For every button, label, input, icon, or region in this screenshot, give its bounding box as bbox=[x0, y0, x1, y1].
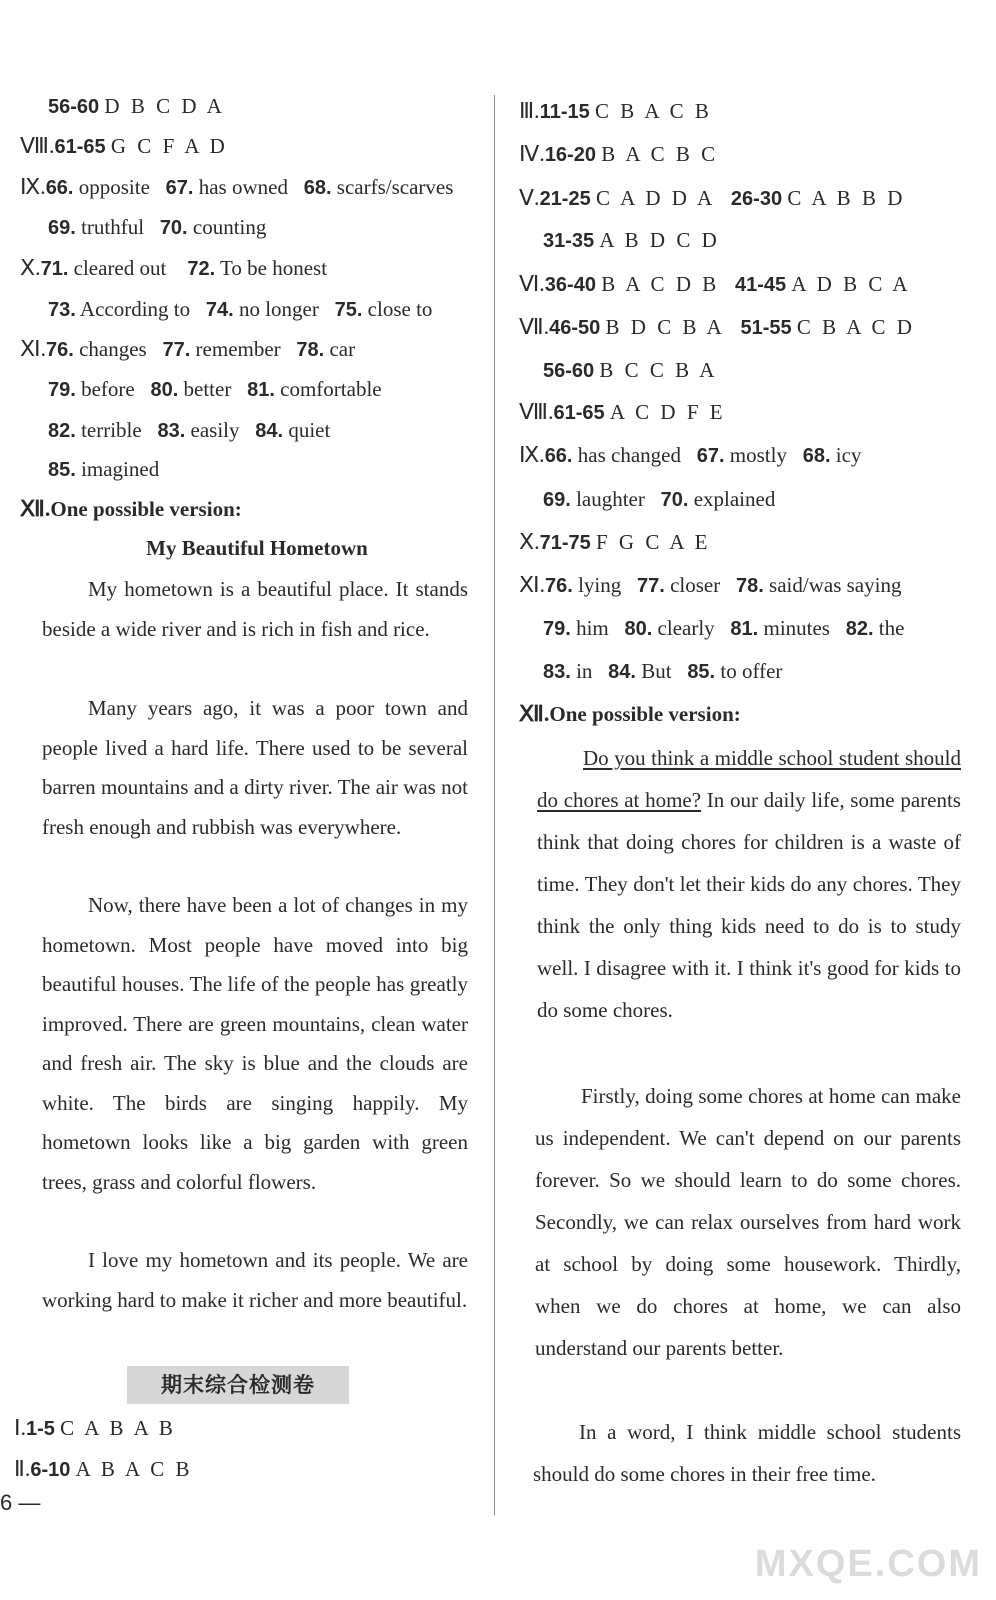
answer-line-69-70-right: 69. laughter 70. explained bbox=[543, 487, 776, 511]
essay-paragraph-1-right bbox=[537, 737, 961, 1031]
watermark-logo: MXQE.COM bbox=[754, 1543, 982, 1585]
answer-line-iii: Ⅲ.11-15 C B A C B bbox=[519, 98, 712, 123]
answer-line-viii: Ⅷ.61-65 G C F A D bbox=[20, 133, 228, 158]
answer-line-ix: Ⅸ.66. opposite 67. has owned 68. scarfs/scarves bbox=[20, 174, 454, 199]
column-divider bbox=[494, 95, 495, 1515]
essay-paragraph-2-right: Firstly, doing some chores at home can make us independent. We can't depend on our parents forever. So we should learn to do some chores. Secondly, we can relax ourselves from hard work at school by doing some housework. Thirdly, when we do chores at home, we can also understand our parents better. bbox=[535, 1084, 961, 1360]
section-xii-heading-right: Ⅻ.One possible version: bbox=[519, 701, 741, 726]
answer-line-vii: Ⅶ.46-50 B D C B A 51-55 C B A C D bbox=[519, 314, 915, 339]
essay-paragraph-3-right: In a word, I think middle school students should do some chores in their free time. bbox=[533, 1420, 961, 1486]
answer-line-ii: Ⅱ.6-10 A B A C B bbox=[14, 1456, 193, 1481]
section-xii-heading: Ⅻ.One possible version: bbox=[20, 496, 242, 521]
answer-line-iv: Ⅳ.16-20 B A C B C bbox=[519, 141, 719, 166]
answer-line-vi: Ⅵ.36-40 B A C D B 41-45 A D B C A bbox=[519, 271, 911, 296]
answer-line-56-60-right: 56-60 B C C B A bbox=[543, 358, 718, 382]
answer-line-v: Ⅴ.21-25 C A D D A 26-30 C A B B D bbox=[519, 185, 906, 210]
answer-line-82-84: 82. terrible 83. easily 84. quiet bbox=[48, 418, 331, 442]
essay-paragraph-1-rest: In our daily life, some parents think that doing chores for children is a waste of time. They don't let their kids do any chores. They think the only thing kids need to do is to study well. I disagree with it. I think it's good for kids to do some chores. bbox=[537, 788, 961, 1022]
essay-paragraph-3: Now, there have been a lot of changes in my hometown. Most people have moved into big beautiful houses. The life of the people has greatly improved. There are green mountains, clean water and fresh air. The sky is blue and the clouds are white. The birds are singing happily. My hometown looks like a big garden with green trees, grass and colorful flowers. bbox=[42, 893, 468, 1194]
answer-line-x: Ⅹ.71. cleared out 72. To be honest bbox=[20, 255, 328, 280]
answer-line-56-60: 56-60 D B C D A bbox=[48, 94, 225, 118]
answer-line-xi: Ⅺ.76. changes 77. remember 78. car bbox=[20, 336, 356, 361]
section-banner: 期末综合检测卷 bbox=[127, 1366, 349, 1404]
essay-title: My Beautiful Hometown bbox=[146, 536, 368, 560]
answer-line-x-right: Ⅹ.71-75 F G C A E bbox=[519, 529, 711, 554]
essay-paragraph-2: Many years ago, it was a poor town and people lived a hard life. There used to be several barren mountains and a dirty river. The air was not fresh enough and rubbish was everywhere. bbox=[42, 696, 468, 839]
answer-line-xi-right: Ⅺ.76. lying 77. closer 78. said/was saying bbox=[519, 572, 902, 597]
answer-line-viii-right: Ⅷ.61-65 A C D F E bbox=[519, 399, 726, 424]
answer-line-73-75: 73. According to 74. no longer 75. close to bbox=[48, 297, 433, 321]
essay-question: Do you think a middle school student should do chores at home? bbox=[537, 746, 961, 812]
answer-line-ix-right: Ⅸ.66. has changed 67. mostly 68. icy bbox=[519, 442, 862, 467]
answer-line-83-85-right: 83. in 84. But 85. to offer bbox=[543, 659, 783, 683]
answer-line-31-35: 31-35 A B D C D bbox=[543, 228, 720, 252]
page-number: 6 — bbox=[0, 1490, 41, 1515]
essay-paragraph-4: I love my hometown and its people. We are working hard to make it richer and more beautiful. bbox=[42, 1248, 468, 1312]
answer-line-85: 85. imagined bbox=[48, 457, 160, 481]
answer-line-69-70: 69. truthful 70. counting bbox=[48, 215, 267, 239]
answer-line-79-82-right: 79. him 80. clearly 81. minutes 82. the bbox=[543, 616, 905, 640]
answer-line-79-81: 79. before 80. better 81. comfortable bbox=[48, 377, 382, 401]
essay-paragraph-1: My hometown is a beautiful place. It stands beside a wide river and is rich in fish and rice. bbox=[42, 577, 468, 641]
answer-line-i: Ⅰ.1-5 C A B A B bbox=[14, 1415, 176, 1440]
